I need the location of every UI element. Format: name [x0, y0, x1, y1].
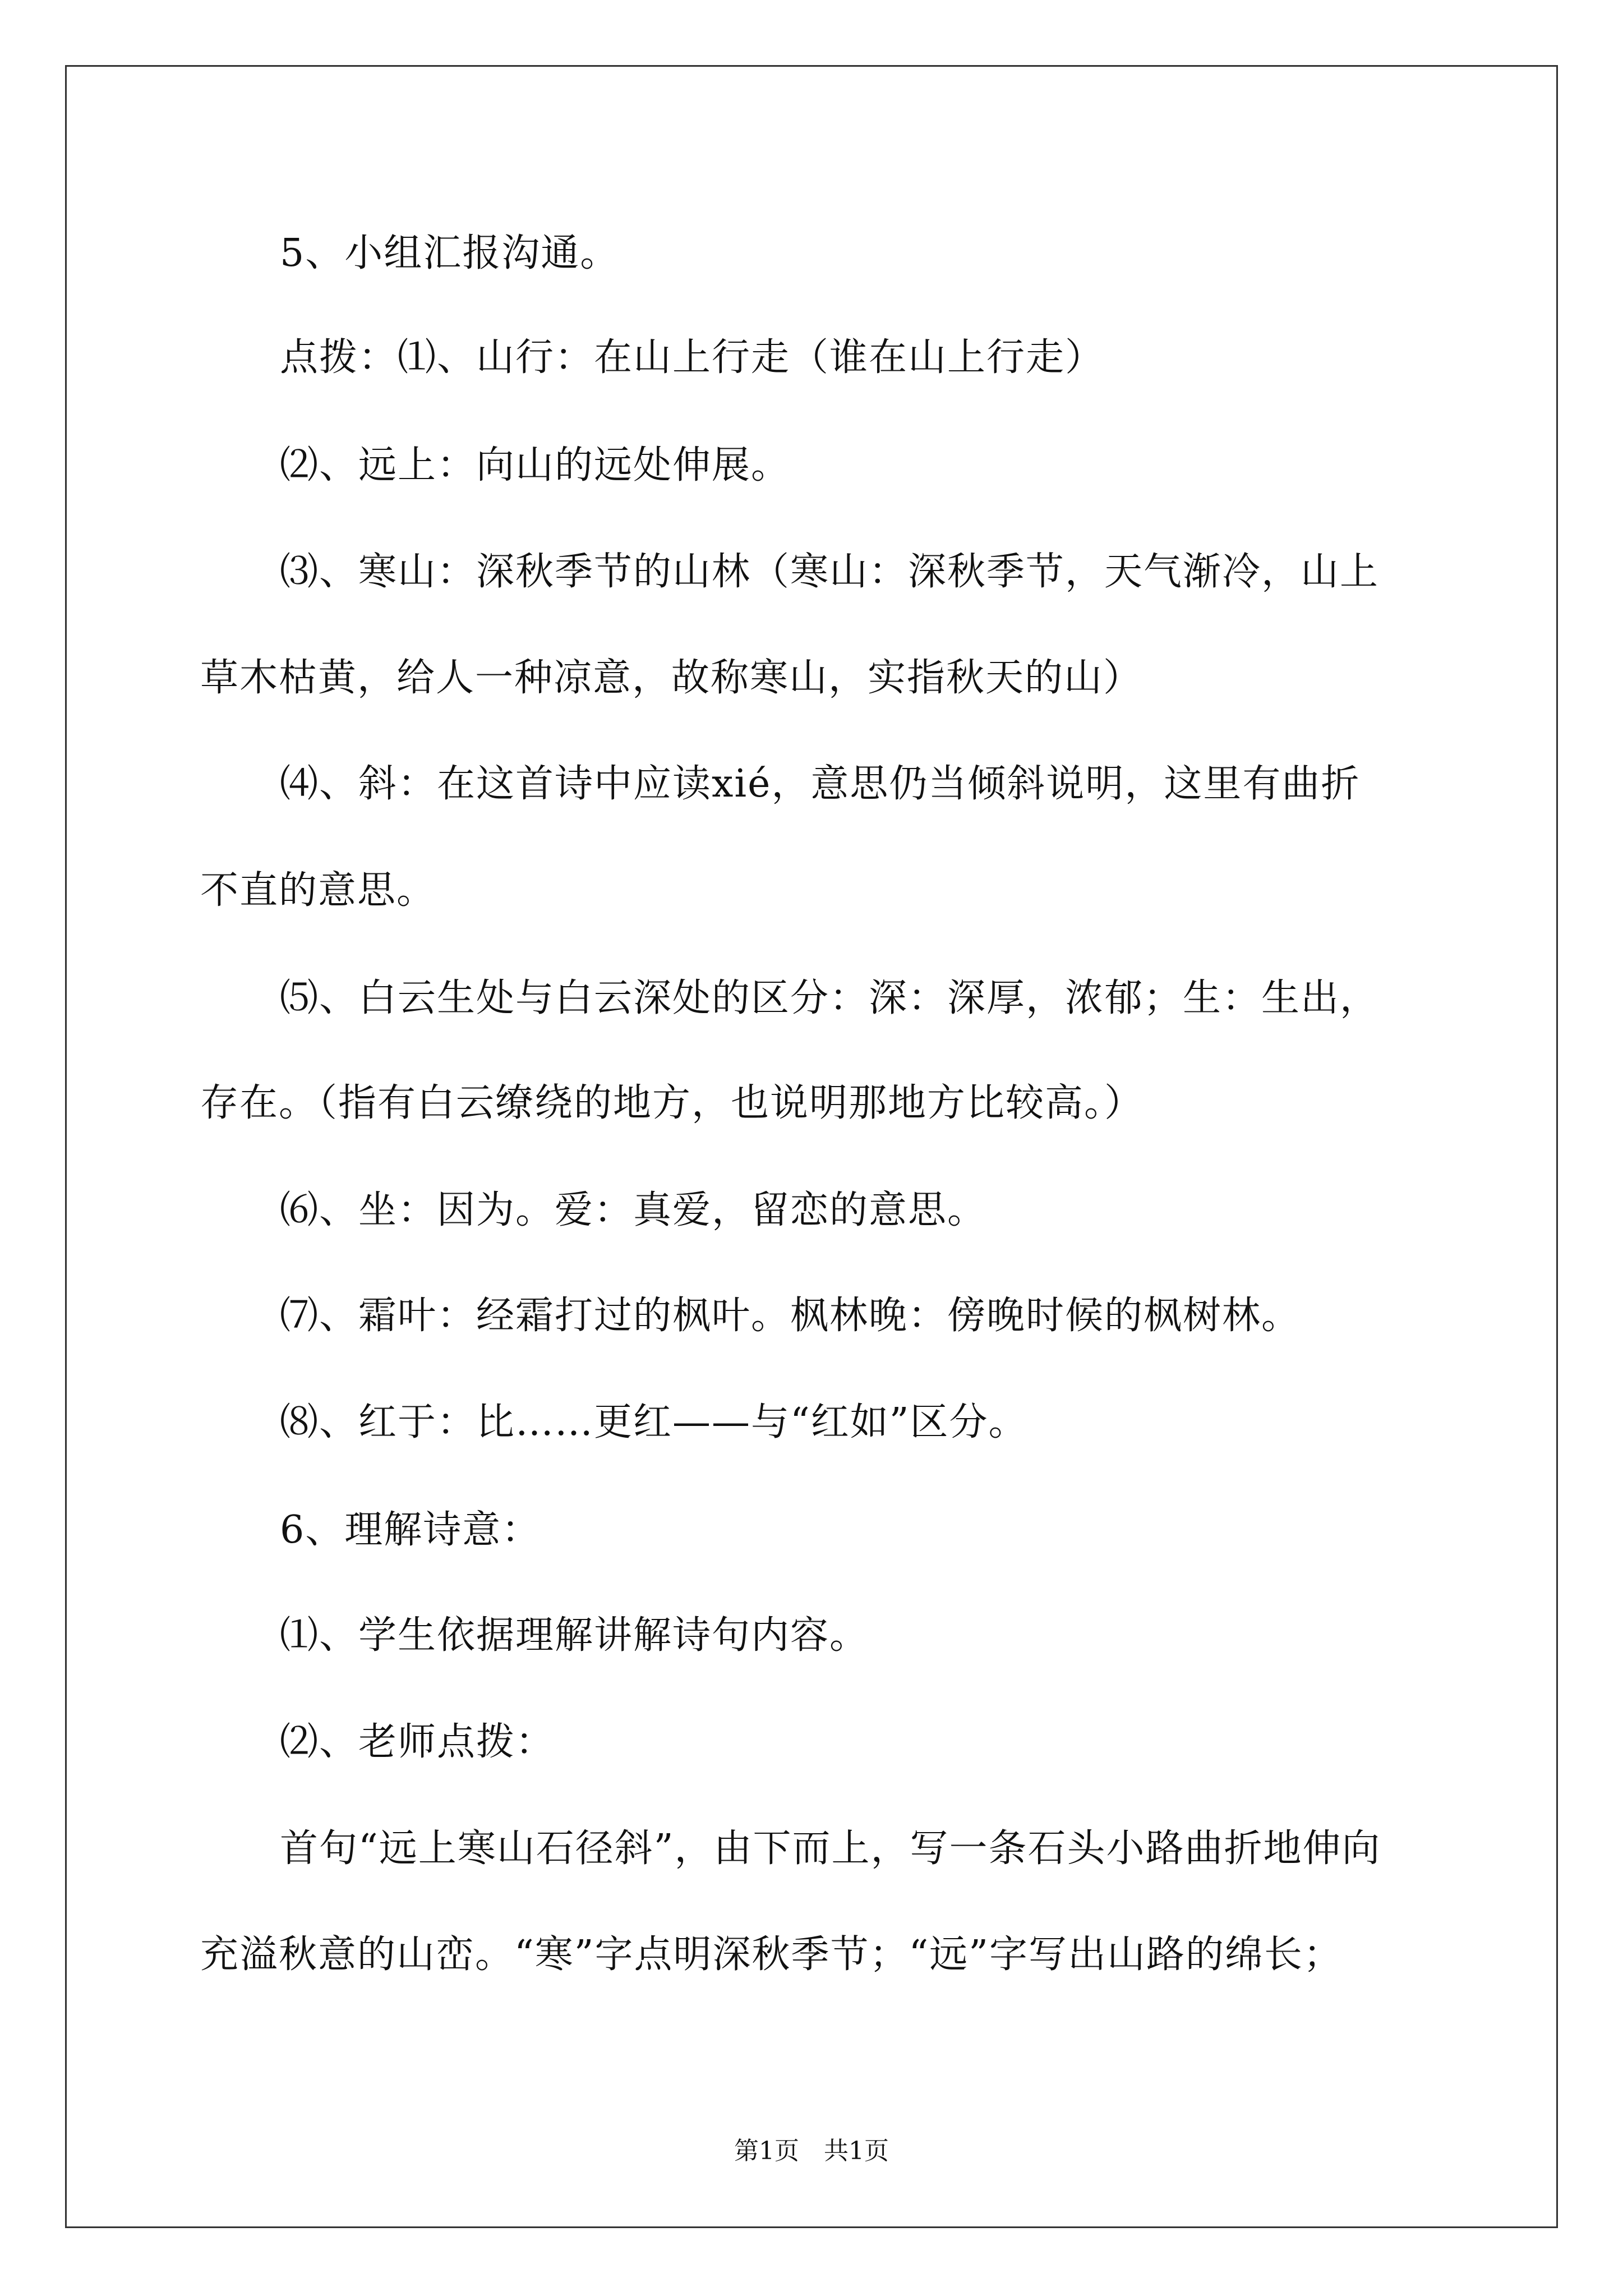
paragraph-line: 不直的意思。 [200, 868, 436, 913]
page-number-footer: 第1页 共1页 [734, 2137, 889, 2165]
paragraph-line: 充溢秋意的山峦。“寒”字点明深秋季节；“远”字写出山路的绵长； [200, 1932, 1343, 1977]
paragraph-line: ⑶、寒山：深秋季节的山林（寒山：深秋季节，天气渐冷，山上 [280, 550, 1380, 594]
paragraph-line: ⑵、老师点拨： [280, 1720, 555, 1764]
paragraph-line: ⑺、霜叶：经霜打过的枫叶。枫林晚：傍晚时候的枫树林。 [280, 1294, 1301, 1338]
paragraph-line: 6、理解诗意： [280, 1508, 541, 1552]
paragraph-line: ⑸、白云生处与白云深处的区分：深：深厚，浓郁；生：生出， [280, 976, 1380, 1020]
paragraph-line: ⑹、坐：因为。爱：真爱，留恋的意思。 [280, 1188, 987, 1232]
paragraph-line: 首句“远上寒山石径斜”，由下而上，写一条石头小路曲折地伸向 [280, 1826, 1381, 1871]
paragraph-line: 存在。（指有白云缭绕的地方，也说明那地方比较高。） [200, 1081, 1144, 1125]
paragraph-line: 草木枯黄，给人一种凉意，故称寒山，实指秋天的山） [200, 656, 1143, 700]
page-border [65, 65, 1558, 2228]
paragraph-line: 点拨：⑴、山行：在山上行走（谁在山上行走） [280, 335, 1105, 380]
paragraph-line: 5、小组汇报沟通。 [280, 231, 620, 275]
paragraph-line: ⑵、远上：向山的远处伸展。 [280, 443, 791, 487]
paragraph-line: ⑷、斜：在这首诗中应读xié，意思仍当倾斜说明，这里有曲折 [280, 762, 1361, 806]
paragraph-line: ⑴、学生依据理解讲解诗句内容。 [280, 1613, 869, 1658]
paragraph-line: ⑻、红于：比……更红——与“红如”区分。 [280, 1400, 1028, 1444]
